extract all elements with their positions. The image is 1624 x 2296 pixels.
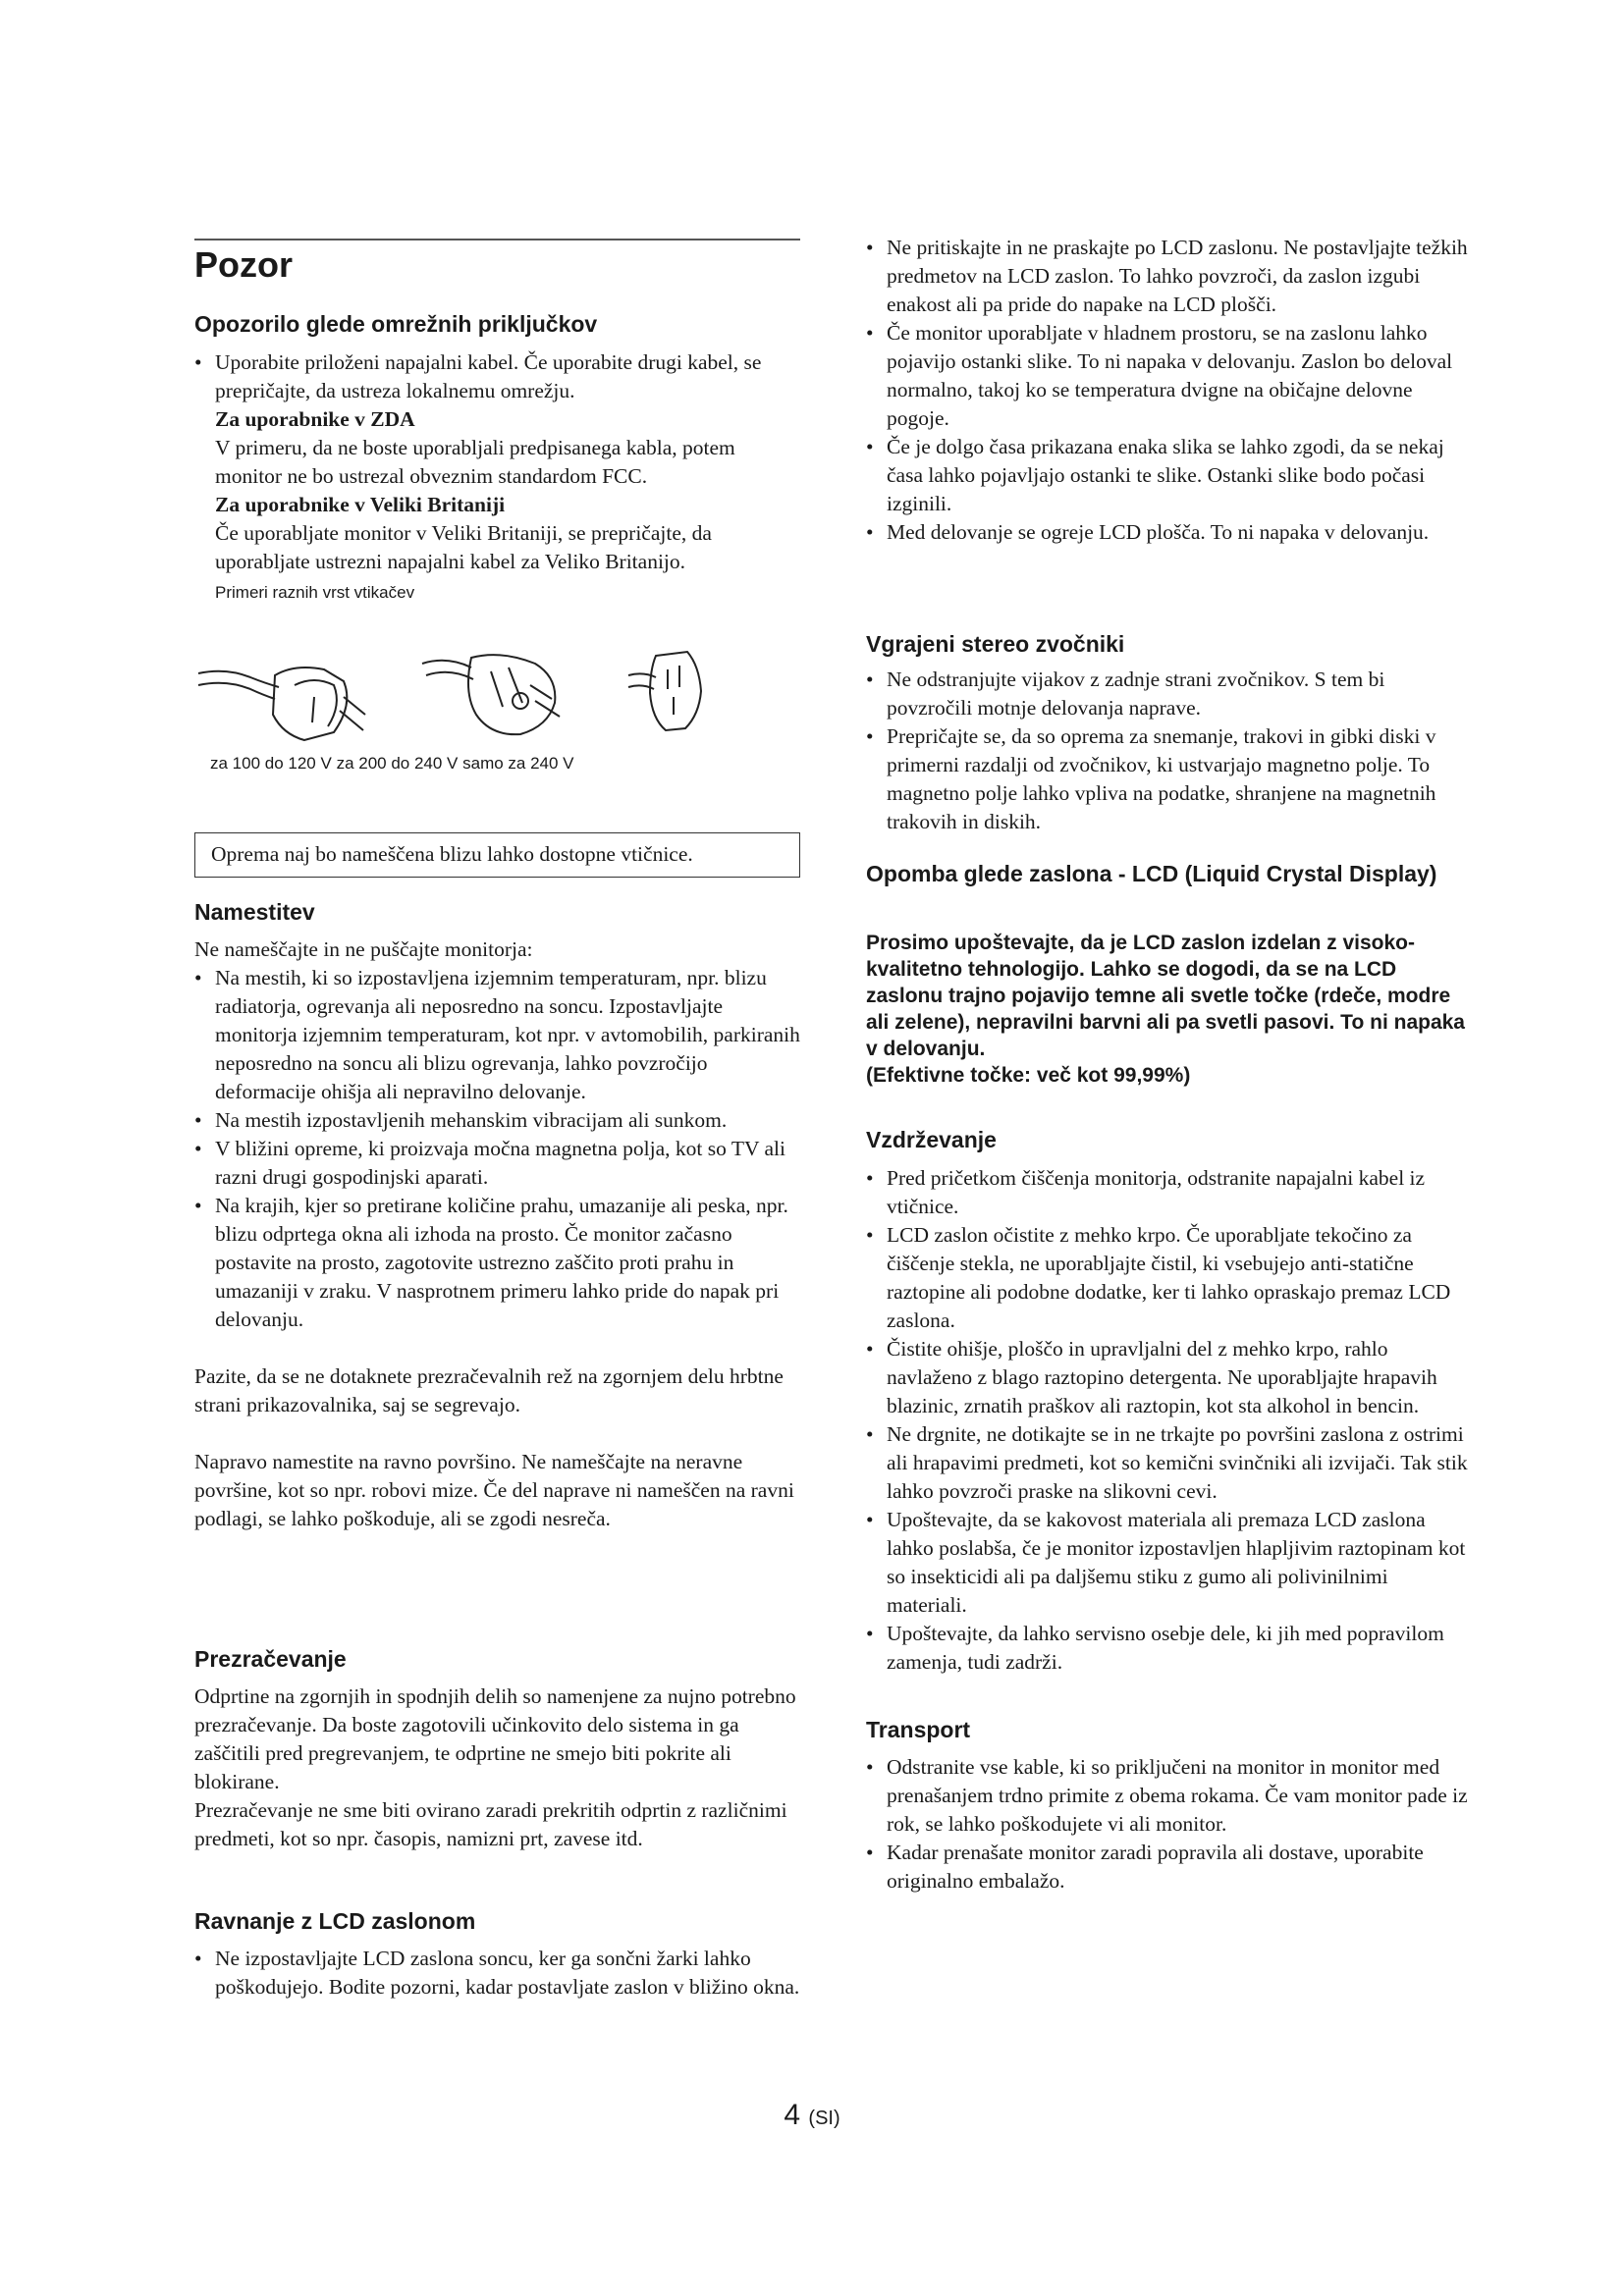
power-text <box>194 348 800 604</box>
vent-para-2: Prezračevanje ne sme biti ovirano zaradi prekritih odprtin z različnimi predmeti, kot so npr. časopis, namizni prt, zavese itd. <box>194 1798 787 1850</box>
maintenance-bullet: • Upoštevajte, da lahko servisno osebje dele, ki jih med popravilom zamenja, tudi zadrži. <box>866 1620 1473 1677</box>
plug-uk-icon <box>628 652 701 730</box>
lcd-cont-bullet: • Če je dolgo časa prikazana enaka slika se lahko zgodi, da se nekaj časa lahko pojavljajo ostanki te slike. Ostanki slike bodo počasi izginili. <box>866 433 1473 518</box>
install-bullet: • V bližini opreme, ki proizvaja močna magnetna polja, kot so TV ali razni drugi gospodinjski aparati. <box>194 1135 800 1192</box>
lcd-cont-bullet: • Če monitor uporabljate v hladnem prostoru, se na zaslonu lahko pojavijo ostanki slike. To ni napaka v delovanju. Zaslon bo deloval normalno, takoj ko se temperatura dvigne na običajne delovne pogoje. <box>866 319 1473 433</box>
speakers-bullet: • Ne odstranjujte vijakov z zadnje strani zvočnikov. S tem bi povzročili motnje delovanja naprave. <box>866 666 1473 722</box>
transport-bullet: • Kadar prenašate monitor zaradi popravila ali dostave, uporabite originalno embalažo. <box>866 1839 1473 1896</box>
uk-heading: Za uporabnike v Veliki Britaniji <box>215 493 506 516</box>
maintenance-bullet: • Upoštevajte, da se kakovost materiala ali premaza LCD zaslona lahko poslabša, če je monitor izpostavljen hlapljivim raztopinam kot so insekticidi ali pa daljšemu stiku z gumo ali polivinilnimi materiali. <box>866 1506 1473 1620</box>
lcd-cont-text <box>866 234 1473 547</box>
install-para-2: Napravo namestite na ravno površino. Ne nameščajte na neravne površine, kot so npr. robovi mize. Če del naprave ni nameščen na ravni podlagi, se lahko poškoduje, ali se zgodi nesreča. <box>194 1450 794 1530</box>
maintenance-bullet: • LCD zaslon očistite z mehko krpo. Če uporabljate tekočino za čiščenje stekla, ne uporabljajte čistil, ki vsebujejo anti-statične raztopine ali podobne dodatke, ker ti lahko opraskajo premaz LCD zaslona. <box>866 1221 1473 1335</box>
install-bullet: • Na mestih izpostavljenih mehanskim vibracijam ali sunkom. <box>194 1106 800 1135</box>
install-intro: Ne nameščajte in ne puščajte monitorja: <box>194 937 533 961</box>
speakers-bullet: • Prepričajte se, da so oprema za snemanje, trakovi in gibki diski v primerni razdalji od zvočnikov, ki ustvarjajo magnetno polje. To magnetno polje lahko vpliva na podatke, shranjene na magnetnih trakovih in diskih. <box>866 722 1473 836</box>
plug-label-2: za 200 do 240 V <box>336 754 459 773</box>
lcd-handling-text <box>194 1945 800 2002</box>
plug-illustrations <box>196 646 707 754</box>
lcd-bold-note-text: Prosimo upoštevajte, da je LCD zaslon izdelan z visoko-kvalitetno tehnologijo. Lahko se dogodi, da se na LCD zaslonu trajno pojavijo temne ali svetle točke (rdeče, modre ali zelene), nepravilni barvni ali pa svetli pasovi. To ni napaka v delovanju. <box>866 932 1465 1060</box>
install-bullet: • Na mestih, ki so izpostavljena izjemnim temperaturam, npr. blizu radiatorja, ogrevanja ali neposredno na soncu. Izpostavljajte monitorja izjemnim temperaturam, kot npr. v avtomobilih, parkiranih neposredno na soncu ali blizu ogrevanja, lahko povzročijo deformacije ohišja ali nepravilno delovanje. <box>194 964 800 1106</box>
plug-label-1: za 100 do 120 V <box>210 754 332 773</box>
lcd-bold-note <box>866 930 1473 1089</box>
maintenance-text <box>866 1164 1473 1677</box>
maintenance-bullet: • Čistite ohišje, ploščo in upravljalni del z mehko krpo, rahlo navlaženo z blago raztopino detergenta. Ne uporabljajte hrapavih blazinic, zrnatih praškov ali raztopin, kot sta alkohol in bencin. <box>866 1335 1473 1420</box>
plug-us-icon <box>198 667 365 740</box>
lcd-effective-points: (Efektivne točke: več kot 99,99%) <box>866 1064 1191 1087</box>
usa-text: V primeru, da ne boste uporabljali predpisanega kabla, potem monitor ne bo ustrezal obveznim standardom FCC. <box>215 436 735 488</box>
heading-install: Namestitev <box>194 899 315 925</box>
heading-transport: Transport <box>866 1717 971 1742</box>
lcd-handling-bullet: • Ne izpostavljajte LCD zaslona soncu, ker ga sončni žarki lahko poškodujejo. Bodite pozorni, kadar postavljate zaslon v bližino okna. <box>194 1945 800 2002</box>
plug-labels <box>210 753 574 774</box>
title-rule <box>194 239 800 240</box>
page-title: Pozor <box>194 244 294 285</box>
install-para-1: Pazite, da se ne dotaknete prezračevalnih rež na zgornjem delu hrbtne strani prikazovalnika, saj se segrevajo. <box>194 1364 784 1416</box>
plugs-caption: Primeri raznih vrst vtikačev <box>215 583 415 602</box>
usa-heading: Za uporabnike v ZDA <box>215 407 415 431</box>
install-text <box>194 935 800 1533</box>
speakers-text <box>866 666 1473 836</box>
heading-maintenance: Vzdrževanje <box>866 1127 997 1152</box>
lcd-cont-bullet: • Med delovanje se ogreje LCD plošča. To ni napaka v delovanju. <box>866 518 1473 547</box>
heading-vent: Prezračevanje <box>194 1646 347 1672</box>
page-number <box>0 2099 1624 2132</box>
transport-bullet: • Odstranite vse kable, ki so priključeni na monitor in monitor med prenašanjem trdno primite z obema rokama. Če vam monitor pade iz rok, se lahko poškodujete vi ali monitor. <box>866 1753 1473 1839</box>
maintenance-bullet: • Pred pričetkom čiščenja monitorja, odstranite napajalni kabel iz vtičnice. <box>866 1164 1473 1221</box>
vent-text <box>194 1682 800 1853</box>
plug-eu-icon <box>422 655 560 734</box>
heading-speakers: Vgrajeni stereo zvočniki <box>866 631 1125 657</box>
power-bullet-1: • Uporabite priloženi napajalni kabel. Če uporabite drugi kabel, se prepričajte, da ustreza lokalnemu omrežju. <box>194 348 800 405</box>
lcd-cont-bullet: • Ne pritiskajte in ne praskajte po LCD zaslonu. Ne postavljajte težkih predmetov na LCD zaslon. To lahko povzroči, da zaslon izgubi enakost ali pa pride do napake na LCD plošči. <box>866 234 1473 319</box>
heading-lcd-handling: Ravnanje z LCD zaslonom <box>194 1908 476 1934</box>
page-number-value: 4 <box>784 2099 801 2131</box>
outlet-note-box: Oprema naj bo nameščena blizu lahko dostopne vtičnice. <box>194 832 800 878</box>
uk-text: Če uporabljate monitor v Veliki Britaniji, se prepričajte, da uporabljate ustrezni napajalni kabel za Veliko Britanijo. <box>215 521 712 573</box>
install-bullet: • Na krajih, kjer so pretirane količine prahu, umazanije ali peska, npr. blizu odprtega okna ali izhoda na prosto. Če monitor začasno postavite na prosto, zagotovite ustrezno zaščito proti prahu in umazaniji v zraku. V nasprotnem primeru lahko pride do napak pri delovanju. <box>194 1192 800 1334</box>
transport-text <box>866 1753 1473 1896</box>
page-number-suffix: (SI) <box>808 2108 840 2129</box>
maintenance-bullet: • Ne drgnite, ne dotikajte se in ne trkajte po površini zaslona z ostrimi ali hrapavimi predmeti, kot so kemični svinčniki ali izvijači. Tak stik lahko povzroči praske na slikovni cevi. <box>866 1420 1473 1506</box>
plug-label-3: samo za 240 V <box>462 754 574 773</box>
heading-lcd-note: Opomba glede zaslona - LCD (Liquid Crystal Display) <box>866 861 1437 886</box>
vent-para-1: Odprtine na zgornjih in spodnjih delih so namenjene za nujno potrebno prezračevanje. Da boste zagotovili učinkovito delo sistema in ga zaščitili pred pregrevanjem, te odprtine ne smejo biti pokrite ali blokirane. <box>194 1684 796 1793</box>
heading-power: Opozorilo glede omrežnih priključkov <box>194 311 598 337</box>
